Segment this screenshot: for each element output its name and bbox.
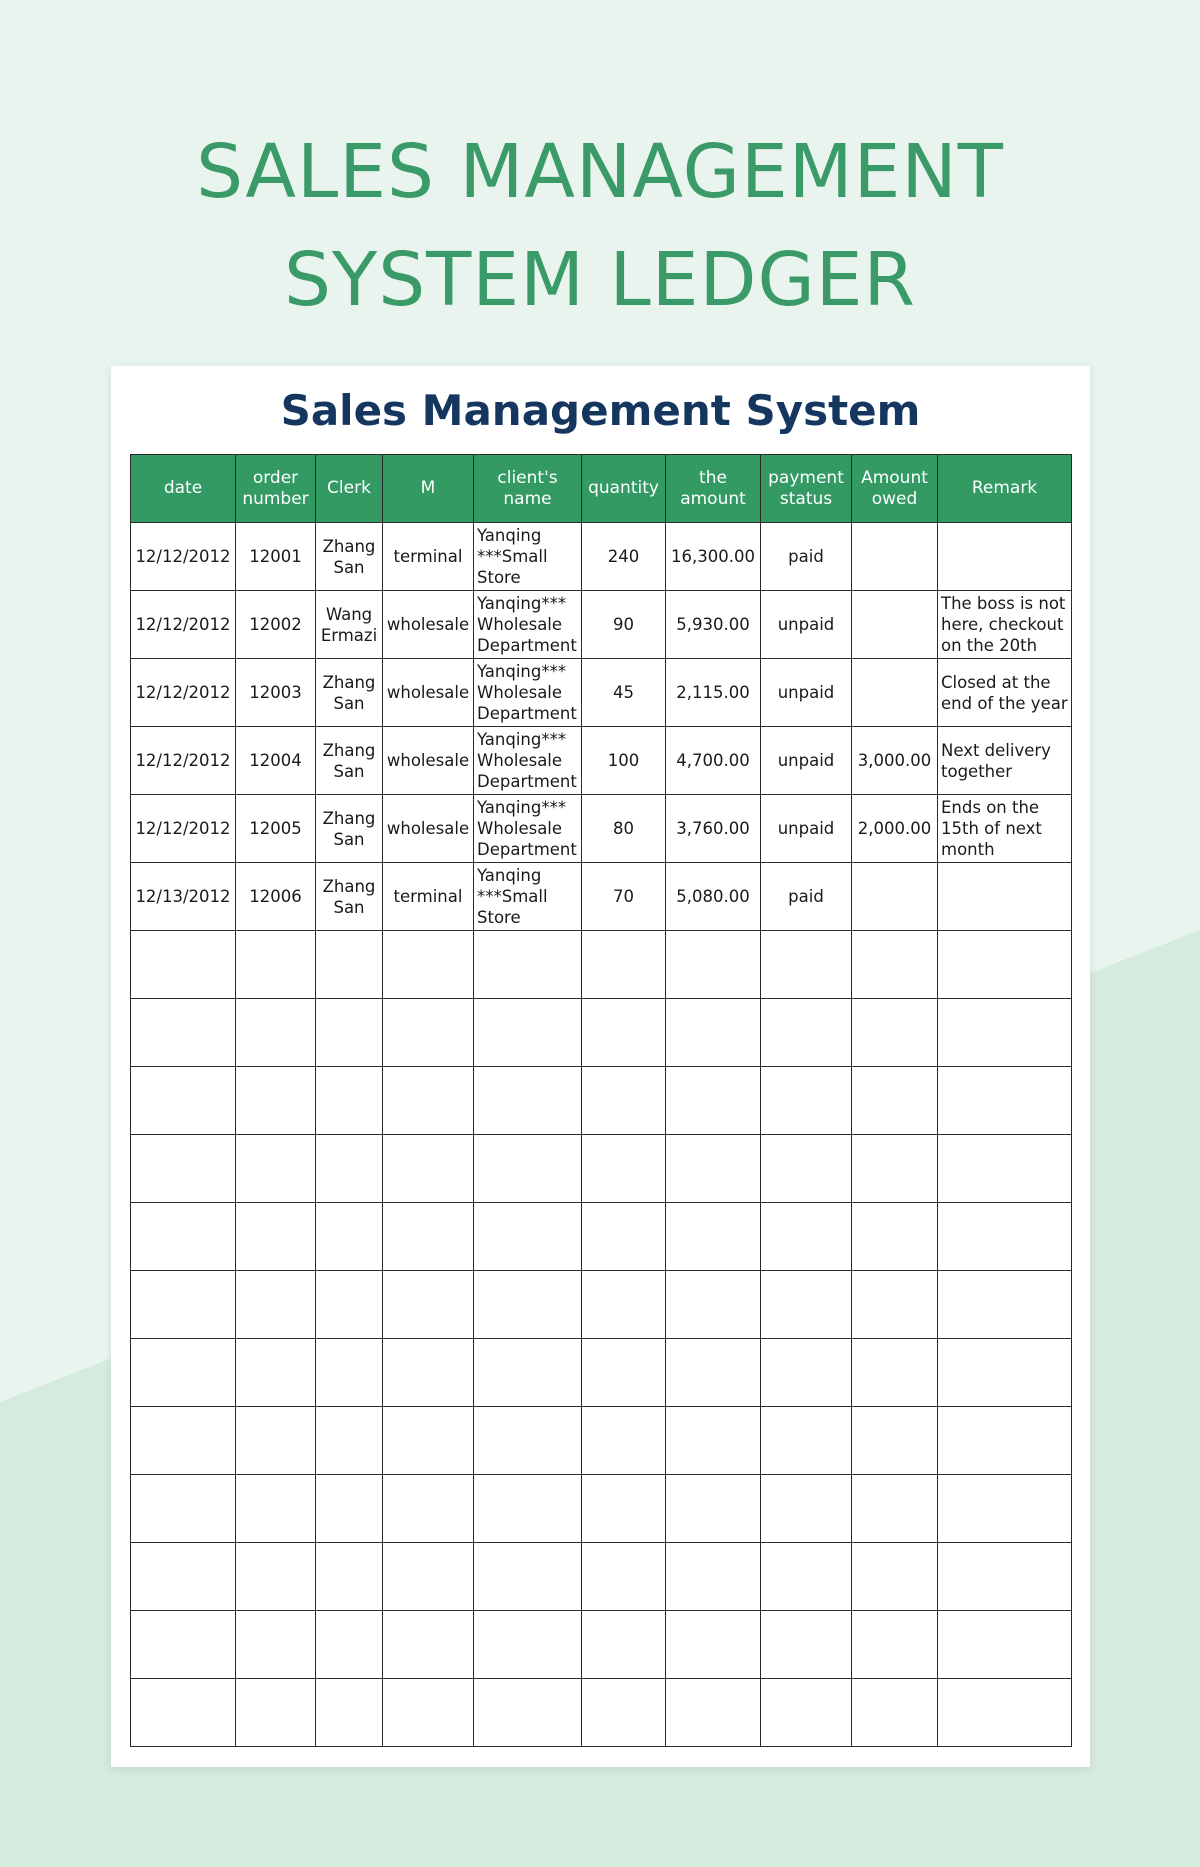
empty-cell [316,1475,383,1543]
column-header-clerk: Clerk [316,455,383,523]
empty-cell [582,931,666,999]
empty-cell [474,931,582,999]
cell-date: 12/12/2012 [131,727,236,795]
cell-quantity: 80 [582,795,666,863]
cell-remark: Next delivery together [938,727,1072,795]
empty-cell [474,999,582,1067]
empty-cell [383,1203,474,1271]
empty-cell [852,1339,938,1407]
table-row [131,795,1072,863]
empty-cell [582,1407,666,1475]
empty-cell [761,1339,852,1407]
cell-client-name: Yanqing ***Small Store [474,863,582,931]
empty-cell [383,1611,474,1679]
cell-remark: Closed at the end of the year [938,659,1072,727]
empty-cell [131,1475,236,1543]
empty-cell [236,1543,316,1611]
cell-date: 12/13/2012 [131,863,236,931]
empty-cell [474,1271,582,1339]
empty-cell [666,1339,761,1407]
empty-cell [666,1679,761,1747]
empty-cell [131,1067,236,1135]
empty-cell [761,931,852,999]
empty-cell [474,1407,582,1475]
cell-clerk: Zhang San [316,795,383,863]
empty-cell [761,1407,852,1475]
cell-m: wholesale [383,795,474,863]
empty-table-row [131,931,1072,999]
empty-table-row [131,1407,1072,1475]
page-title-line-1: SALES MANAGEMENT [196,129,1004,215]
empty-cell [666,1067,761,1135]
empty-cell [852,1543,938,1611]
cell-order-number: 12003 [236,659,316,727]
cell-payment-status: unpaid [761,591,852,659]
empty-cell [938,1339,1072,1407]
empty-cell [131,931,236,999]
empty-cell [938,1271,1072,1339]
cell-amount-owed [852,659,938,727]
page-title [0,118,1200,334]
empty-cell [236,1203,316,1271]
empty-cell [383,1271,474,1339]
empty-cell [761,1475,852,1543]
empty-cell [383,1407,474,1475]
empty-table-row [131,1339,1072,1407]
empty-cell [316,1203,383,1271]
empty-cell [852,931,938,999]
column-header-client-name: client's name [474,455,582,523]
empty-cell [474,1679,582,1747]
empty-cell [383,931,474,999]
empty-cell [383,1543,474,1611]
empty-cell [383,1135,474,1203]
empty-cell [582,1611,666,1679]
sheet-title: Sales Management System [280,386,921,435]
empty-cell [474,1543,582,1611]
empty-cell [236,1067,316,1135]
cell-amount: 5,930.00 [666,591,761,659]
cell-payment-status: paid [761,523,852,591]
empty-cell [383,1339,474,1407]
table-row [131,727,1072,795]
empty-cell [131,1339,236,1407]
empty-cell [938,1611,1072,1679]
empty-cell [474,1203,582,1271]
empty-cell [852,1475,938,1543]
empty-cell [236,1339,316,1407]
cell-amount-owed [852,863,938,931]
empty-cell [383,1475,474,1543]
cell-amount: 2,115.00 [666,659,761,727]
empty-cell [131,1611,236,1679]
cell-order-number: 12001 [236,523,316,591]
empty-cell [131,999,236,1067]
cell-date: 12/12/2012 [131,523,236,591]
empty-table-row [131,1203,1072,1271]
empty-cell [852,1407,938,1475]
cell-amount-owed [852,523,938,591]
empty-cell [582,1679,666,1747]
column-header-amount-owed: Amount owed [852,455,938,523]
empty-table-row [131,1475,1072,1543]
empty-cell [236,1611,316,1679]
cell-client-name: Yanqing*** Wholesale Department [474,727,582,795]
empty-cell [938,1475,1072,1543]
table-row [131,659,1072,727]
cell-quantity: 100 [582,727,666,795]
cell-amount: 4,700.00 [666,727,761,795]
cell-m: wholesale [383,659,474,727]
empty-cell [236,1135,316,1203]
cell-client-name: Yanqing ***Small Store [474,523,582,591]
cell-payment-status: unpaid [761,659,852,727]
empty-cell [236,931,316,999]
cell-remark [938,863,1072,931]
empty-cell [131,1271,236,1339]
empty-cell [316,931,383,999]
cell-amount-owed: 2,000.00 [852,795,938,863]
cell-quantity: 90 [582,591,666,659]
cell-m: wholesale [383,591,474,659]
cell-quantity: 45 [582,659,666,727]
table-header-row [131,455,1072,523]
empty-cell [666,931,761,999]
empty-cell [236,1271,316,1339]
empty-cell [761,999,852,1067]
empty-cell [474,1611,582,1679]
empty-table-row [131,1067,1072,1135]
cell-payment-status: unpaid [761,795,852,863]
cell-amount: 3,760.00 [666,795,761,863]
empty-cell [938,1679,1072,1747]
empty-cell [582,1543,666,1611]
cell-remark: Ends on the 15th of next month [938,795,1072,863]
cell-date: 12/12/2012 [131,659,236,727]
empty-cell [938,1407,1072,1475]
cell-order-number: 12002 [236,591,316,659]
empty-cell [383,999,474,1067]
cell-order-number: 12005 [236,795,316,863]
empty-cell [236,1475,316,1543]
empty-cell [131,1407,236,1475]
cell-m: terminal [383,523,474,591]
empty-cell [666,999,761,1067]
empty-cell [383,1067,474,1135]
empty-cell [761,1135,852,1203]
cell-clerk: Zhang San [316,863,383,931]
empty-cell [474,1135,582,1203]
empty-cell [316,1135,383,1203]
cell-m: wholesale [383,727,474,795]
empty-cell [852,999,938,1067]
empty-cell [582,1067,666,1135]
cell-client-name: Yanqing*** Wholesale Department [474,795,582,863]
empty-cell [761,1067,852,1135]
empty-cell [474,1067,582,1135]
column-header-date: date [131,455,236,523]
empty-cell [383,1679,474,1747]
empty-cell [761,1271,852,1339]
empty-cell [316,1407,383,1475]
column-header-payment-status: payment status [761,455,852,523]
empty-cell [666,1135,761,1203]
empty-cell [582,1475,666,1543]
table-row [131,523,1072,591]
ledger-sheet [111,366,1090,1767]
empty-table-row [131,1543,1072,1611]
empty-cell [131,1679,236,1747]
empty-cell [761,1679,852,1747]
table-body [131,523,1072,1747]
cell-payment-status: unpaid [761,727,852,795]
column-header-remark: Remark [938,455,1072,523]
cell-clerk: Zhang San [316,523,383,591]
empty-table-row [131,1135,1072,1203]
cell-quantity: 240 [582,523,666,591]
empty-cell [316,999,383,1067]
page-title-line-2: SYSTEM LEDGER [284,237,916,323]
empty-cell [852,1135,938,1203]
empty-cell [938,1543,1072,1611]
ledger-table [130,454,1072,1747]
empty-table-row [131,1611,1072,1679]
empty-cell [582,1135,666,1203]
empty-cell [938,931,1072,999]
empty-cell [316,1543,383,1611]
empty-cell [582,1339,666,1407]
empty-cell [666,1203,761,1271]
column-header-order-number: order number [236,455,316,523]
cell-quantity: 70 [582,863,666,931]
empty-cell [316,1679,383,1747]
empty-cell [316,1067,383,1135]
empty-cell [582,999,666,1067]
empty-cell [131,1543,236,1611]
empty-cell [582,1203,666,1271]
empty-cell [852,1203,938,1271]
cell-date: 12/12/2012 [131,591,236,659]
table-row [131,863,1072,931]
empty-table-row [131,1271,1072,1339]
column-header-amount: the amount [666,455,761,523]
empty-cell [582,1271,666,1339]
empty-cell [852,1271,938,1339]
column-header-m: M [383,455,474,523]
cell-clerk: Zhang San [316,727,383,795]
empty-cell [852,1067,938,1135]
cell-order-number: 12004 [236,727,316,795]
cell-payment-status: paid [761,863,852,931]
cell-date: 12/12/2012 [131,795,236,863]
empty-cell [316,1611,383,1679]
empty-cell [852,1679,938,1747]
cell-clerk: Wang Ermazi [316,591,383,659]
cell-client-name: Yanqing*** Wholesale Department [474,591,582,659]
empty-cell [666,1271,761,1339]
cell-amount: 5,080.00 [666,863,761,931]
empty-cell [474,1475,582,1543]
cell-remark: The boss is not here, checkout on the 20th [938,591,1072,659]
column-header-quantity: quantity [582,455,666,523]
empty-cell [236,1679,316,1747]
empty-cell [938,999,1072,1067]
empty-cell [938,1067,1072,1135]
empty-cell [316,1271,383,1339]
empty-cell [236,999,316,1067]
cell-clerk: Zhang San [316,659,383,727]
cell-amount: 16,300.00 [666,523,761,591]
empty-cell [666,1611,761,1679]
empty-table-row [131,1679,1072,1747]
empty-table-row [131,999,1072,1067]
cell-order-number: 12006 [236,863,316,931]
cell-amount-owed [852,591,938,659]
cell-remark [938,523,1072,591]
empty-cell [474,1339,582,1407]
empty-cell [236,1407,316,1475]
empty-cell [938,1135,1072,1203]
empty-cell [666,1475,761,1543]
empty-cell [761,1611,852,1679]
empty-cell [666,1543,761,1611]
cell-client-name: Yanqing*** Wholesale Department [474,659,582,727]
empty-cell [131,1135,236,1203]
cell-m: terminal [383,863,474,931]
cell-amount-owed: 3,000.00 [852,727,938,795]
empty-cell [761,1543,852,1611]
empty-cell [316,1339,383,1407]
empty-cell [761,1203,852,1271]
table-row [131,591,1072,659]
empty-cell [938,1203,1072,1271]
empty-cell [852,1611,938,1679]
empty-cell [666,1407,761,1475]
empty-cell [131,1203,236,1271]
